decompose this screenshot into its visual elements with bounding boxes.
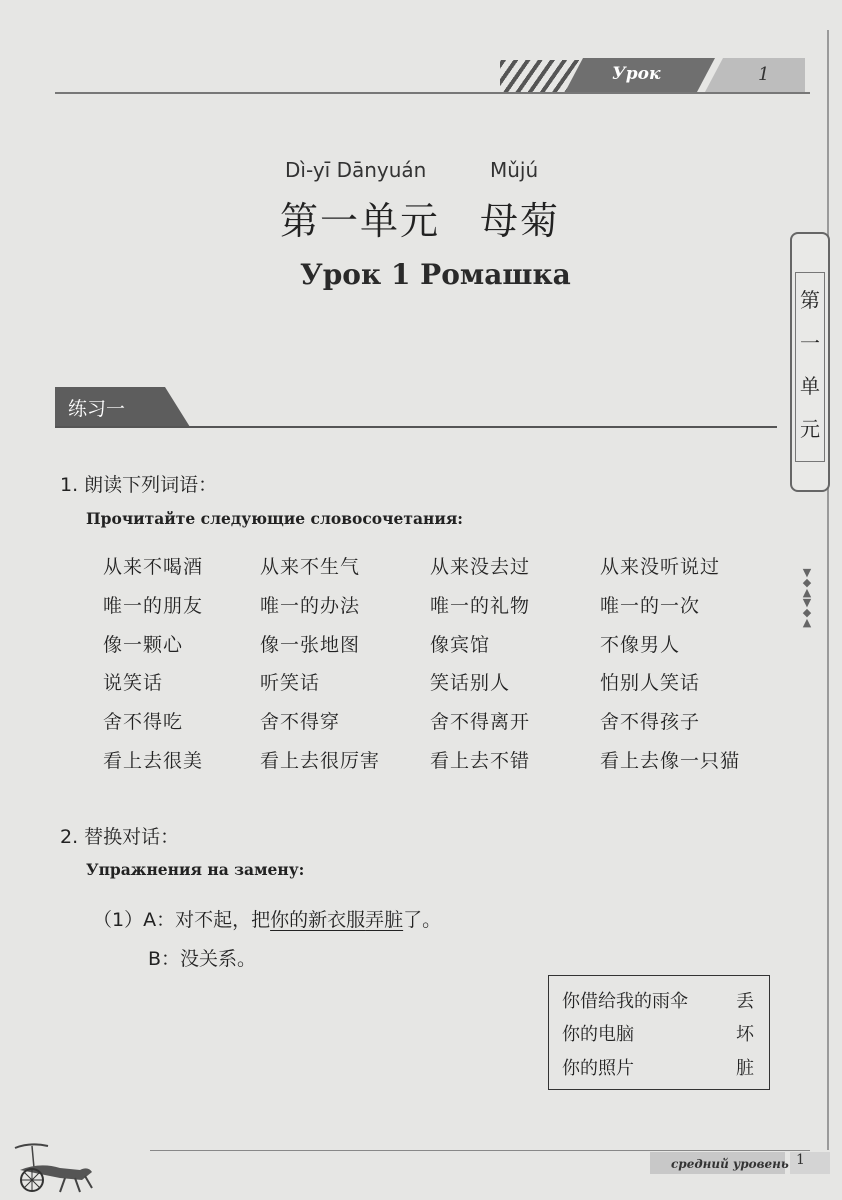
word-item: 听笑话: [260, 672, 321, 694]
exercise-1-subtitle: Прочитайте следующие словосочетания:: [86, 509, 464, 528]
word-item: 唯一的一次: [600, 595, 701, 617]
word-item: 像宾馆: [430, 634, 491, 656]
pinyin-unit: Dì-yī Dānyuán: [285, 158, 427, 182]
word-item: 舍不得孩子: [600, 711, 701, 733]
substitution-verb: 丢: [736, 991, 754, 1012]
exercise-1-title: 1. 朗读下列词语：: [60, 474, 218, 496]
word-item: 看上去很美: [103, 750, 204, 772]
word-item: 说笑话: [103, 672, 164, 694]
dialog-a-suffix: 了。: [403, 909, 442, 931]
word-item: 笑话别人: [430, 672, 511, 694]
word-item: 唯一的礼物: [430, 595, 531, 617]
word-item: 从来没去过: [430, 556, 531, 578]
footer-level-label: средний уровень: [671, 1157, 789, 1171]
word-item: 像一颗心: [103, 634, 184, 656]
word-item: 从来没听说过: [600, 556, 721, 578]
word-item: 从来不喝酒: [103, 556, 204, 578]
unit-title-chinese: 第一单元 母菊: [280, 199, 561, 243]
side-tab-char: 元: [800, 417, 820, 441]
word-item: 舍不得穿: [260, 711, 341, 733]
side-tab-char: 单: [800, 374, 820, 398]
unit-side-tab: [790, 232, 830, 492]
substitution-slot-2: 弄脏: [365, 909, 404, 931]
substitution-row: [562, 1054, 762, 1080]
header-rule: [55, 92, 810, 94]
dialog-line-a: [93, 905, 441, 932]
word-item: 看上去不错: [430, 750, 531, 772]
substitution-row: [562, 987, 762, 1013]
substitution-phrase: 你的电脑: [562, 1024, 634, 1045]
header-page-number: 1: [758, 64, 770, 85]
exercise-2-subtitle: Упражнения на замену:: [86, 860, 305, 879]
side-arrows-decoration: ▼ ◆ ▲ ▼ ◆ ▲: [802, 566, 812, 629]
word-item: 看上去很厉害: [260, 750, 381, 772]
exercise-2-title: 2. 替换对话：: [60, 826, 180, 848]
footer-rule: [150, 1150, 810, 1151]
substitution-slot-1: 你的新衣服: [270, 909, 366, 931]
word-item: 看上去像一只猫: [600, 750, 741, 772]
chariot-logo-icon: [10, 1140, 95, 1195]
page-edge-rule: [827, 30, 829, 1150]
dialog-line-b: B：没关系。: [148, 948, 257, 970]
word-item: 像一张地图: [260, 634, 361, 656]
substitution-row: [562, 1020, 762, 1046]
word-item: 唯一的办法: [260, 595, 361, 617]
footer-page-number: 1: [790, 1152, 830, 1174]
dialog-a-prefix: （1）A：对不起，把: [93, 909, 271, 931]
pinyin-title: Mǔjú: [490, 158, 539, 182]
substitution-verb: 脏: [736, 1058, 754, 1079]
substitution-verb: 坏: [736, 1024, 754, 1045]
word-item: 唯一的朋友: [103, 595, 204, 617]
side-tab-char: 一: [800, 331, 820, 355]
section-label: 练习一: [68, 398, 126, 420]
word-item: 舍不得吃: [103, 711, 184, 733]
substitution-phrase: 你借给我的雨伞: [562, 991, 688, 1012]
word-item: 不像男人: [600, 634, 681, 656]
lesson-title-russian: Урок 1 Ромашка: [300, 258, 571, 291]
header-label: Урок: [612, 64, 661, 84]
substitution-phrase: 你的照片: [562, 1058, 634, 1079]
word-item: 怕别人笑话: [600, 672, 701, 694]
side-tab-char: 第: [800, 288, 820, 312]
word-item: 舍不得离开: [430, 711, 531, 733]
word-item: 从来不生气: [260, 556, 361, 578]
section-rule: [55, 426, 777, 428]
